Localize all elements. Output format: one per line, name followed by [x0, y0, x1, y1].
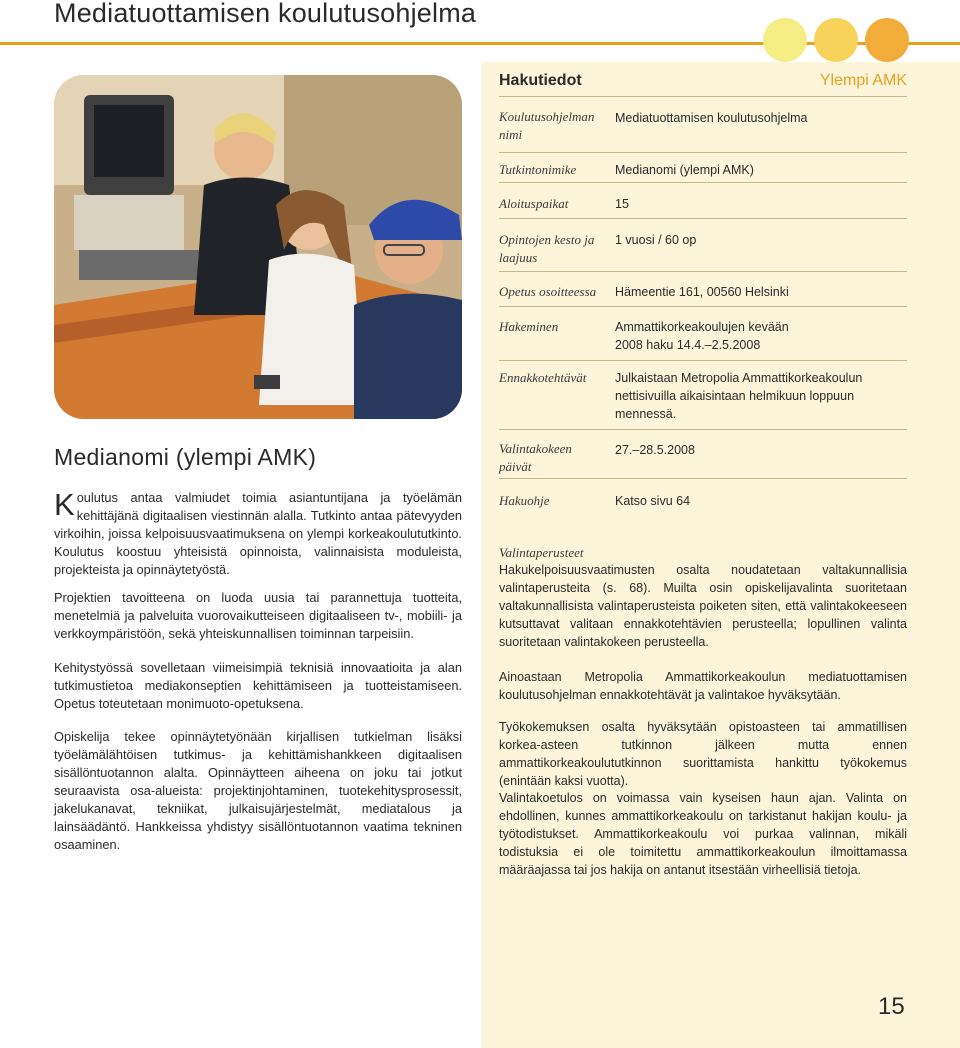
paragraph-text: Työkokemuksen osalta hyväksytään opistoasteen tai ammatillisen korkea-asteen tutkinnon jälkeen mutta ennen ammattikorkeakoulututkinnon suorittamista hankittu työkokemus (enintään kaksi vuotta).: [499, 720, 907, 788]
info-row-label: Opintojen kesto ja laajuus: [499, 232, 595, 265]
info-row: [499, 318, 907, 361]
decorative-dot-yellow: [763, 18, 807, 62]
criteria-text: Hakukelpoisuusvaatimusten osalta noudatetaan valtakunnallisia valintaperusteita (s. 68). Muilta osin opiskelijavalinta suoritetaan valtakunnallisista valintaperusteista poiketen siten, että valintakokeeseen kutsuttavat valitaan ennakkotehtävien perusteella; lopullinen valinta suoritetaan valintakokeen perusteella.: [499, 563, 907, 649]
paragraph-text: Ainoastaan Metropolia Ammattikorkeakoulun mediatuottamisen koulutusohjelman ennakkotehtävät ja valintakoe hyväksytään.: [499, 670, 907, 702]
info-row: [499, 108, 907, 153]
paragraph-text: Kehitystyössä sovelletaan viimeisimpiä teknisiä innovaatioita ja alan tutkimustietoa mediakonseptien kehittämiseen ja tuotteistamiseen. Opetus toteutetaan monimuoto-opetuksena.: [54, 660, 462, 711]
students-at-computer-photo: [54, 75, 462, 419]
info-row-value: 27.–28.5.2008: [615, 443, 695, 457]
info-row-label: Koulutusohjelman nimi: [499, 109, 595, 142]
intro-text: oulutus antaa valmiudet toimia asiantuntijana ja työelämän kehittäjänä digitaalisen viestinnän alalla. Tutkinto antaa pätevyyden virkoihin, joissa kelpoisuusvaatimuksena on ylempi korkeakoulututkinto. Koulutus koostuu yhteisistä opinnoista, valinnaisista moduleista, projekteista ja opinnäytetyöstä.: [54, 490, 462, 577]
paragraph-development: [54, 659, 462, 713]
info-row-label: Aloituspaikat: [499, 196, 569, 211]
info-row-value: 1 vuosi / 60 op: [615, 233, 697, 247]
info-row: [499, 440, 907, 479]
info-row-value: Medianomi (ylempi AMK): [615, 163, 754, 177]
panel-paragraph: [499, 789, 907, 879]
info-row: [499, 231, 907, 272]
page-number: 15: [878, 993, 905, 1020]
info-row: [499, 369, 907, 430]
info-row-label: Tutkintonimike: [499, 162, 577, 177]
paragraph-text: Opiskelija tekee opinnäytetyönään kirjallisen tutkielman lisäksi työelämälähtöisen tutkimus- ja kehittämishankkeen digitaalisen sisällöntuotannon alalta. Opinnäytteen aiheena on joku tai jotkut seuraavista osa-alueista: projektinjohtaminen, tuotekehitysprosessit, jakelukanavat, tekniikat, julkaisujärjestelmät, mediatalous ja lainsäädäntö. Hankkeissa yhdistyy sisällöntuotannon vaatima tekninen osaaminen.: [54, 729, 462, 852]
info-panel-header: [499, 70, 907, 97]
info-panel-subtitle: Ylempi AMK: [819, 72, 907, 89]
info-row-value: Julkaistaan Metropolia Ammattikorkeakoulun nettisivuilla aikaisintaan helmikuun loppuun mennessä.: [615, 371, 863, 421]
info-row-label: Opetus osoitteessa: [499, 284, 597, 299]
intro-paragraph: [54, 489, 462, 579]
info-panel-title: Hakutiedot: [499, 72, 582, 89]
decorative-dot-orange: [865, 18, 909, 62]
paragraph-text: Valintakoetulos on voimassa vain kyseisen haun ajan. Valinta on ehdollinen, kunnes ammattikorkeakoulu on tarkistanut hakijan koulu- ja työtodistukset. Ammattikorkeakoulu voi purkaa valinnan, mikäli todistuksia ei ole toimitettu ammattikorkeakoulun ilmoittamassa määräajassa tai jos hakija on antanut itsestään virheellisiä tietoja.: [499, 791, 907, 877]
drop-cap: K: [54, 487, 75, 522]
info-row-value: 15: [615, 197, 629, 211]
info-row-value: Katso sivu 64: [615, 494, 691, 508]
info-row-label: Ennakkotehtävät: [499, 370, 587, 385]
info-row: [499, 195, 907, 219]
info-row-value: Hämeentie 161, 00560 Helsinki: [615, 285, 789, 299]
info-row-label: Hakeminen: [499, 319, 559, 334]
paragraph-text: Projektien tavoitteena on luoda uusia tai parannettuja tuotteita, menetelmiä ja palveluita vuorovaikutteiseen digitaaliseen tv-, mobiili- ja verkkoympäristöön, sekä yhteiskunnallisen toiminnan tarpeisiin.: [54, 590, 462, 641]
info-row: [499, 283, 907, 307]
info-row-label: Valintakokeen päivät: [499, 441, 572, 474]
paragraph-projects: [54, 589, 462, 643]
criteria-label: Valintaperusteet: [499, 545, 584, 560]
paragraph-thesis: [54, 728, 462, 854]
page-title: Mediatuottamisen koulutusohjelma: [54, 0, 477, 28]
panel-paragraph: [499, 718, 907, 790]
info-row-label: Hakuohje: [499, 493, 550, 508]
degree-heading: Medianomi (ylempi AMK): [54, 444, 317, 470]
info-row-value: Mediatuottamisen koulutusohjelma: [615, 111, 808, 125]
info-row: [499, 161, 907, 183]
decorative-dot-gold: [814, 18, 858, 62]
info-row-value: Ammattikorkeakoulujen kevään 2008 haku 14.4.–2.5.2008: [615, 320, 789, 352]
info-row: [499, 492, 907, 512]
criteria-paragraph: [499, 561, 907, 651]
panel-paragraph: [499, 668, 907, 704]
